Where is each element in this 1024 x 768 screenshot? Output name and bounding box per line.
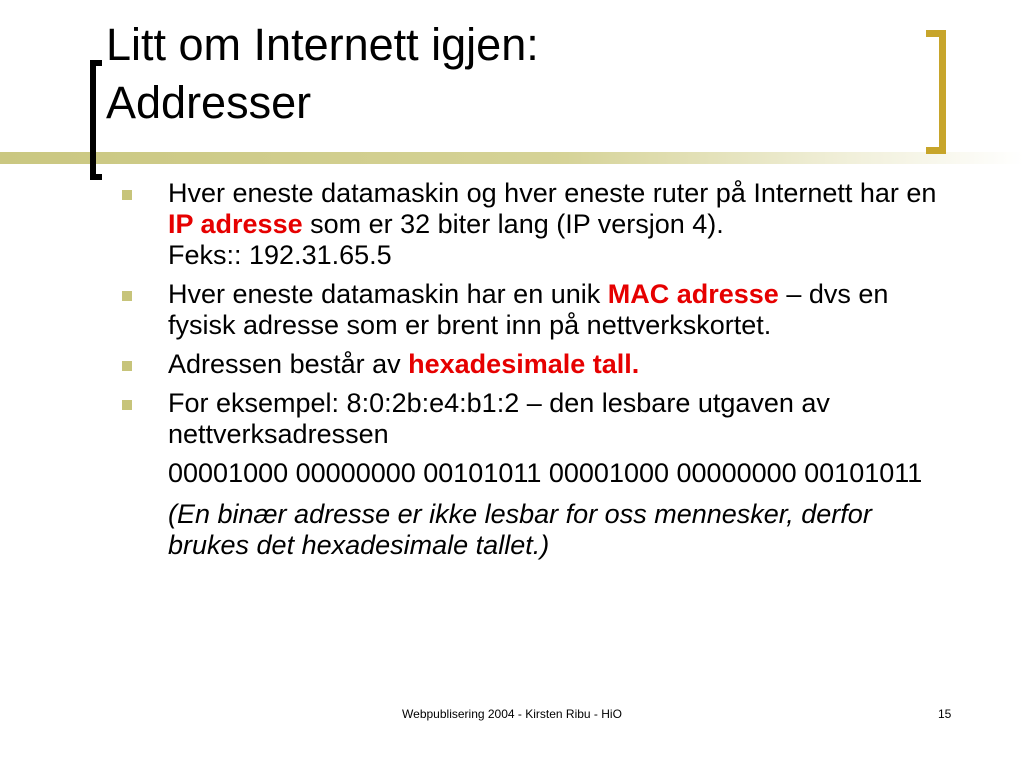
bullet-square-icon bbox=[122, 190, 132, 200]
binary-note: (En binær adresse er ikke lesbar for oss mennesker, derfor brukes det hexadesimale tallet.) bbox=[168, 499, 872, 560]
bullet-item-ip bbox=[118, 178, 958, 271]
bullet-text: Adressen består av hexadesimale tall. bbox=[168, 349, 640, 379]
page-number: 15 bbox=[938, 707, 952, 721]
slide-content bbox=[118, 178, 958, 571]
bullet-text: Hver eneste datamaskin har en unik MAC adresse – dvs en fysisk adresse som er brent inn på nettverkskortet. bbox=[168, 279, 889, 340]
bullet-square-icon bbox=[122, 291, 132, 301]
slide-title bbox=[106, 16, 539, 132]
highlight-mac-adresse: MAC adresse bbox=[607, 279, 779, 309]
title-line-1: Litt om Internett igjen: bbox=[106, 19, 539, 70]
slide-footer bbox=[0, 707, 1024, 723]
bullet-example: Feks:: 192.31.65.5 bbox=[168, 240, 392, 270]
right-bracket-decoration bbox=[926, 30, 946, 154]
bullet-square-icon bbox=[122, 361, 132, 371]
highlight-ip-adresse: IP adresse bbox=[168, 209, 303, 239]
footer-text: Webpublisering 2004 - Kirsten Ribu - HiO bbox=[402, 707, 622, 721]
binary-address: 00001000 00000000 00101011 00001000 00000000 00101011 bbox=[168, 458, 923, 488]
title-underline-bar bbox=[0, 152, 1024, 164]
left-bracket-decoration bbox=[90, 60, 102, 180]
bullet-item-mac bbox=[118, 279, 958, 341]
bullet-item-example bbox=[118, 388, 958, 450]
bullet-square-icon bbox=[122, 400, 132, 410]
bullet-item-hex bbox=[118, 349, 958, 380]
highlight-hexadesimale: hexadesimale tall. bbox=[408, 349, 640, 379]
bullet-text: For eksempel: 8:0:2b:e4:b1:2 – den lesbare utgaven av nettverksadressen bbox=[168, 388, 830, 449]
bullet-text: Hver eneste datamaskin og hver eneste ruter på Internett har en IP adresse som er 32 biter lang (IP versjon 4). bbox=[168, 178, 937, 239]
title-line-2: Addresser bbox=[106, 77, 312, 128]
